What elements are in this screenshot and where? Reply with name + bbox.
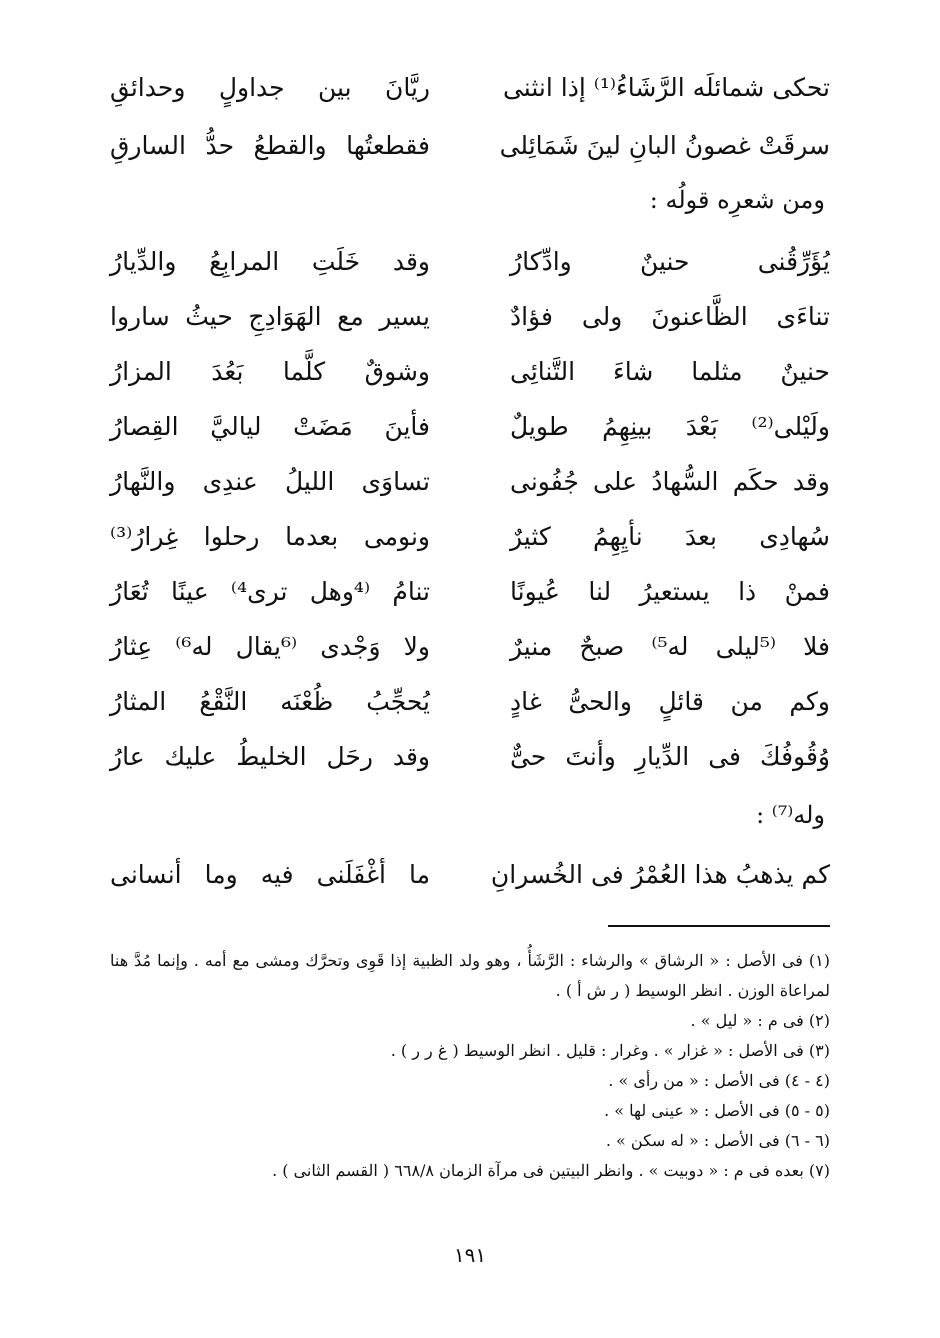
footnote: (٥ - ٥) فى الأصل : « عينى لها » .: [604, 1101, 830, 1120]
footnote: (٧) بعده فى م : « دوبيت » . وانظر البيتين فى مرآة الزمان ٦٦٨/٨ ( القسم الثانى ) .: [272, 1161, 830, 1180]
verse-line: [110, 240, 830, 284]
first-hemistich: تحكى شمائلَه الرَّشَاءُ⁽¹⁾ إذا انثنى: [502, 73, 830, 102]
second-hemistich: وشوقٌ كلَّما بَعُدَ المزارُ: [110, 357, 430, 386]
verse-line: [110, 625, 830, 669]
first-hemistich: سُهادِى بعدَ نأيِهِمُ كثيرٌ: [510, 522, 830, 551]
verse-line: [110, 350, 830, 394]
page-number: ١٩١: [453, 1243, 487, 1267]
first-hemistich: وُقُوفُكَ فى الدِّيارِ وأنتَ حىٌّ: [510, 742, 830, 771]
second-hemistich: فقطعتُها والقطعُ حدُّ السارقِ: [110, 131, 430, 160]
verse-line: [110, 735, 830, 779]
footnote: (٢) فى م : « ليل » .: [690, 1011, 830, 1030]
verse-line: [110, 66, 830, 110]
verse-line: [110, 460, 830, 504]
footnote: (٣) فى الأصل : « غزار » . وغرار : قليل . انظر الوسيط ( غ ر ر ) .: [390, 1041, 830, 1060]
first-hemistich: وقد حكَم السُّهادُ على جُفُونى: [510, 467, 830, 496]
second-hemistich: وقد رحَل الخليطُ عليك عارُ: [110, 742, 430, 771]
verse-line: [110, 405, 830, 449]
footnote: (١) فى الأصل : « الرشاق » والرشاء : الرَّشَأُ ، وهو ولد الظبية إذا قَوِى وتحرَّك ومشى مع أمه . وإنما مُدَّ هنا لمراعاة الوزن . انظر الوسيط ( ر ش أ ) .: [110, 951, 830, 1000]
section-intro: ومن شعرِه قولُه :: [649, 186, 825, 214]
verse-line: [110, 124, 830, 168]
first-hemistich: فلا ⁽⁵ليلى له⁵⁾ صبحٌ منيرٌ: [510, 632, 830, 661]
second-hemistich: فأينَ مَضَتْ لياليَّ القِصارُ: [110, 412, 430, 441]
second-hemistich: ونومى بعدما رحلوا غِرارُ⁽³⁾: [110, 522, 430, 551]
second-hemistich: وقد خَلَتِ المرابِعُ والدِّيارُ: [110, 247, 430, 276]
first-hemistich: فمنْ ذا يستعيرُ لنا عُيونًا: [510, 577, 830, 606]
second-hemistich: ما أغْفَلَنى فيه وما أنسانى: [110, 860, 430, 889]
second-hemistich: يسير مع الهَوَادِجِ حيثُ ساروا: [110, 302, 430, 331]
first-hemistich: حنينٌ مثلما شاءَ التَّنائِى: [510, 357, 830, 386]
verse-line: [110, 853, 830, 897]
footnote: (٦ - ٦) فى الأصل : « له سكن » .: [605, 1131, 830, 1150]
second-hemistich: ريَّانَ بين جداولٍ وحدائقِ: [110, 73, 430, 102]
verse-line: [110, 295, 830, 339]
footnote: (٤ - ٤) فى الأصل : « من رأى » .: [608, 1071, 830, 1090]
verse-line: [110, 570, 830, 614]
second-hemistich: تساوَى الليلُ عندِى والنَّهارُ: [110, 467, 430, 496]
section-intro: وله⁽⁷⁾ :: [756, 801, 825, 829]
footnotes: [110, 946, 830, 1186]
verse-line: [110, 680, 830, 724]
first-hemistich: وكم من قائلٍ والحىُّ غادٍ: [510, 687, 830, 716]
second-hemistich: يُحجِّبُ ظُعْنَه النَّقْعُ المثارُ: [110, 687, 430, 716]
first-hemistich: يُؤَرِّقُنى حنينٌ وادِّكارُ: [510, 247, 830, 276]
first-hemistich: تناءَى الظَّاعنونَ ولى فؤادٌ: [510, 302, 830, 331]
verse-line: [110, 515, 830, 559]
footnote-separator: [608, 925, 830, 927]
second-hemistich: ولا وَجْدى ⁽⁶يقال له⁶⁾ عِثارُ: [110, 632, 430, 661]
first-hemistich: كم يذهبُ هذا العُمْرُ فى الخُسرانِ: [490, 860, 830, 889]
second-hemistich: تنامُ ⁽⁴وهل ترى⁴⁾ عينًا تُعَارُ: [110, 577, 430, 606]
first-hemistich: ولَيْلى⁽²⁾ بَعْدَ بينِهِمُ طويلٌ: [510, 412, 830, 441]
first-hemistich: سرقَتْ غصونُ البانِ لينَ شَمَائِلى: [499, 131, 830, 160]
